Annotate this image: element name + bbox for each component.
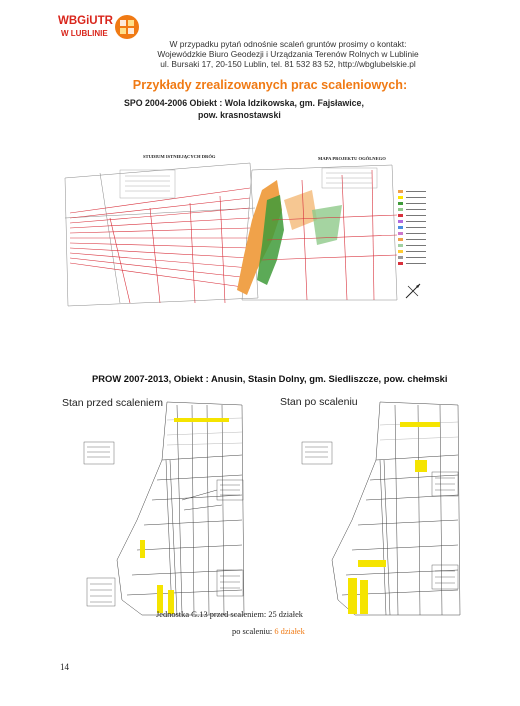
label-before-consolidation: Stan przed scaleniem: [62, 397, 163, 409]
map-title-road-study: STUDIUM ISTNIEJĄCYCH DRÓG: [143, 154, 216, 159]
caption-after-prefix: po scaleniu:: [232, 627, 275, 636]
map-after-consolidation: [300, 400, 465, 618]
page-number: 14: [60, 662, 69, 672]
prow-line: PROW 2007-2013, Obiekt : Anusin, Stasin Dolny, gm. Siedliszcze, pow. chełmski: [92, 373, 448, 384]
contact-line-3: ul. Bursaki 17, 20-150 Lublin, tel. 81 532 83 52, http://wbglubelskie.pl: [160, 59, 416, 69]
map-title-general-project: MAPA PROJEKTU OGÓLNEGO: [318, 156, 386, 161]
map-legend: [396, 188, 446, 288]
contact-line-2: Wojewódzkie Biuro Geodezji i Urządzania Terenów Rolnych w Lublinie: [157, 49, 419, 59]
spo-line-1: SPO 2004-2006 Obiekt : Wola Idzikowska, gm. Fajsławice,: [124, 98, 364, 108]
spo-line-2: pow. krasnostawski: [198, 110, 281, 120]
logo-text-sub: W LUBLINIE: [61, 29, 108, 38]
map-general-project: [222, 160, 402, 305]
map-before-consolidation: [82, 400, 247, 618]
contact-line-1: W przypadku pytań odnośnie scaleń gruntów prosimy o kontakt:: [169, 39, 407, 49]
caption-after-value: 6 działek: [274, 627, 305, 636]
north-arrow-icon: [404, 282, 422, 300]
page-heading: Przykłady zrealizowanych prac scaleniowych:: [132, 78, 408, 92]
caption-after: [232, 627, 305, 636]
logo-emblem-icon: [114, 14, 140, 40]
caption-before: Jednostka G.13 przed scaleniem: 25 działek: [156, 610, 303, 619]
logo-text-main: WBGiUTR: [58, 15, 113, 27]
label-after-consolidation: Stan po scaleniu: [280, 396, 358, 408]
logo: [58, 14, 140, 42]
